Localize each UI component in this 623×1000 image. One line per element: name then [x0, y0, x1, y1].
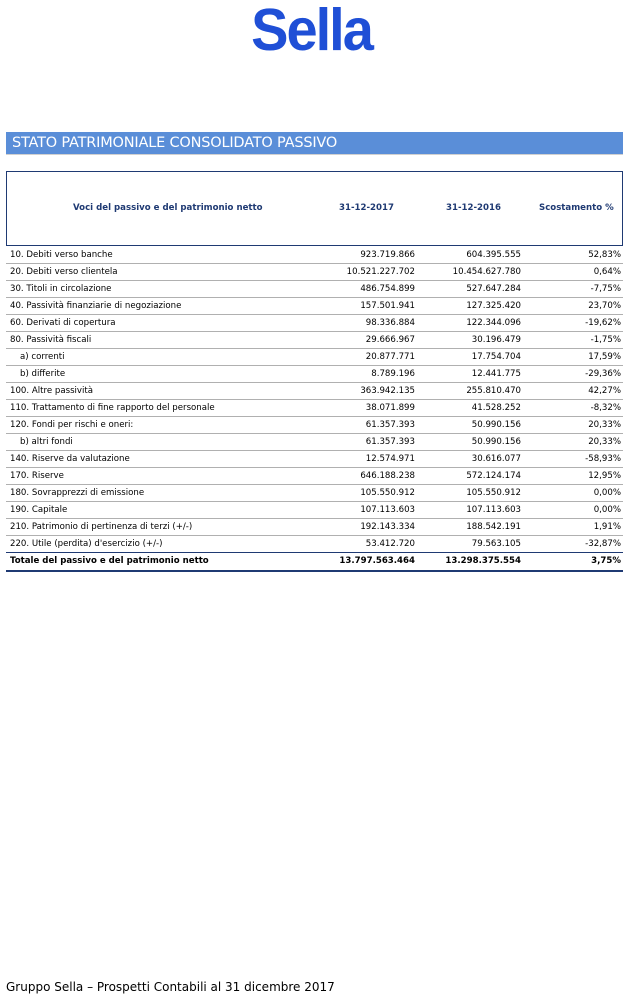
- value-2017: 38.071.899: [365, 403, 415, 413]
- value-2016: 41.528.252: [471, 403, 521, 413]
- total-label: Totale del passivo e del patrimonio netto: [10, 556, 209, 566]
- variance-percent: 23,70%: [588, 301, 621, 311]
- value-2016: 122.344.096: [466, 318, 521, 328]
- variance-percent: 1,91%: [593, 522, 621, 532]
- variance-percent: -29,36%: [585, 369, 621, 379]
- row-label: 180. Sovrapprezzi di emissione: [10, 488, 145, 498]
- value-2017: 10.521.227.702: [346, 267, 415, 277]
- row-label: b) altri fondi: [20, 437, 73, 447]
- variance-percent: 0,64%: [593, 267, 621, 277]
- value-2017: 8.789.196: [371, 369, 415, 379]
- value-2016: 30.616.077: [471, 454, 521, 464]
- row-label: 20. Debiti verso clientela: [10, 267, 118, 277]
- row-label: b) differite: [20, 369, 66, 379]
- total-2016: 13.298.375.554: [445, 556, 521, 566]
- total-2017: 13.797.563.464: [339, 556, 415, 566]
- table-row: [6, 417, 623, 434]
- table-row: [6, 298, 623, 315]
- value-2016: 572.124.174: [466, 471, 521, 481]
- value-2016: 127.325.420: [466, 301, 521, 311]
- value-2016: 79.563.105: [471, 539, 521, 549]
- row-label: 100. Altre passività: [10, 386, 94, 396]
- value-2016: 527.647.284: [466, 284, 521, 294]
- table-row: [6, 502, 623, 519]
- table-row: [6, 451, 623, 468]
- row-label: 10. Debiti verso banche: [10, 250, 113, 260]
- variance-percent: -58,93%: [585, 454, 621, 464]
- table-row: [6, 383, 623, 400]
- column-header-description: Voci del passivo e del patrimonio netto: [73, 203, 263, 213]
- row-label: 30. Titoli in circolazione: [10, 284, 112, 294]
- value-2016: 105.550.912: [466, 488, 521, 498]
- variance-percent: -19,62%: [585, 318, 621, 328]
- variance-percent: 20,33%: [588, 437, 621, 447]
- total-row: [6, 552, 623, 572]
- value-2017: 29.666.967: [365, 335, 415, 345]
- variance-percent: 0,00%: [593, 505, 621, 515]
- row-label: a) correnti: [20, 352, 65, 362]
- row-label: 220. Utile (perdita) d'esercizio (+/-): [10, 539, 163, 549]
- value-2016: 12.441.775: [471, 369, 521, 379]
- table-row: [6, 366, 623, 383]
- column-header-2017: 31-12-2017: [339, 203, 394, 213]
- variance-percent: -1,75%: [590, 335, 621, 345]
- value-2017: 157.501.941: [360, 301, 415, 311]
- value-2016: 188.542.191: [466, 522, 521, 532]
- value-2017: 646.188.238: [360, 471, 415, 481]
- table-row: [6, 400, 623, 417]
- column-header-2016: 31-12-2016: [446, 203, 501, 213]
- table-row: [6, 247, 623, 264]
- value-2017: 53.412.720: [365, 539, 415, 549]
- table-row: [6, 536, 623, 553]
- section-title: STATO PATRIMONIALE CONSOLIDATO PASSIVO: [12, 135, 338, 151]
- variance-percent: 42,27%: [588, 386, 621, 396]
- table-row: [6, 349, 623, 366]
- value-2016: 10.454.627.780: [452, 267, 521, 277]
- table-row: [6, 315, 623, 332]
- value-2017: 20.877.771: [365, 352, 415, 362]
- value-2016: 255.810.470: [466, 386, 521, 396]
- table-row: [6, 468, 623, 485]
- variance-percent: 17,59%: [588, 352, 621, 362]
- value-2017: 107.113.603: [360, 505, 415, 515]
- value-2016: 107.113.603: [466, 505, 521, 515]
- variance-percent: -8,32%: [590, 403, 621, 413]
- value-2016: 30.196.479: [471, 335, 521, 345]
- value-2017: 363.942.135: [360, 386, 415, 396]
- variance-percent: 52,83%: [588, 250, 621, 260]
- total-variance: 3,75%: [591, 556, 621, 566]
- value-2017: 61.357.393: [365, 437, 415, 447]
- value-2017: 98.336.884: [365, 318, 415, 328]
- table-row: [6, 332, 623, 349]
- page-footer: Gruppo Sella – Prospetti Contabili al 31 dicembre 2017: [6, 980, 335, 994]
- sella-logo: Sella: [251, 0, 372, 63]
- table-body: [6, 247, 623, 572]
- value-2017: 923.719.866: [360, 250, 415, 260]
- row-label: 210. Patrimonio di pertinenza di terzi (+/-): [10, 522, 193, 532]
- row-label: 60. Derivati di copertura: [10, 318, 116, 328]
- value-2017: 105.550.912: [360, 488, 415, 498]
- column-header-variance: Scostamento %: [539, 203, 614, 213]
- row-label: 80. Passività fiscali: [10, 335, 92, 345]
- value-2016: 50.990.156: [471, 420, 521, 430]
- value-2017: 61.357.393: [365, 420, 415, 430]
- value-2016: 17.754.704: [471, 352, 521, 362]
- value-2017: 192.143.334: [360, 522, 415, 532]
- table-row: [6, 281, 623, 298]
- table-row: [6, 485, 623, 502]
- value-2017: 486.754.899: [360, 284, 415, 294]
- section-title-bar: [6, 132, 623, 155]
- table-row: [6, 519, 623, 536]
- table-header: [6, 171, 623, 246]
- table-row: [6, 434, 623, 451]
- variance-percent: 12,95%: [588, 471, 621, 481]
- variance-percent: 0,00%: [593, 488, 621, 498]
- value-2016: 604.395.555: [466, 250, 521, 260]
- row-label: 190. Capitale: [10, 505, 68, 515]
- row-label: 110. Trattamento di fine rapporto del personale: [10, 403, 215, 413]
- table-row: [6, 264, 623, 281]
- value-2016: 50.990.156: [471, 437, 521, 447]
- row-label: 40. Passività finanziarie di negoziazione: [10, 301, 182, 311]
- row-label: 170. Riserve: [10, 471, 64, 481]
- row-label: 120. Fondi per rischi e oneri:: [10, 420, 134, 430]
- row-label: 140. Riserve da valutazione: [10, 454, 130, 464]
- value-2017: 12.574.971: [365, 454, 415, 464]
- variance-percent: -32,87%: [585, 539, 621, 549]
- variance-percent: 20,33%: [588, 420, 621, 430]
- variance-percent: -7,75%: [590, 284, 621, 294]
